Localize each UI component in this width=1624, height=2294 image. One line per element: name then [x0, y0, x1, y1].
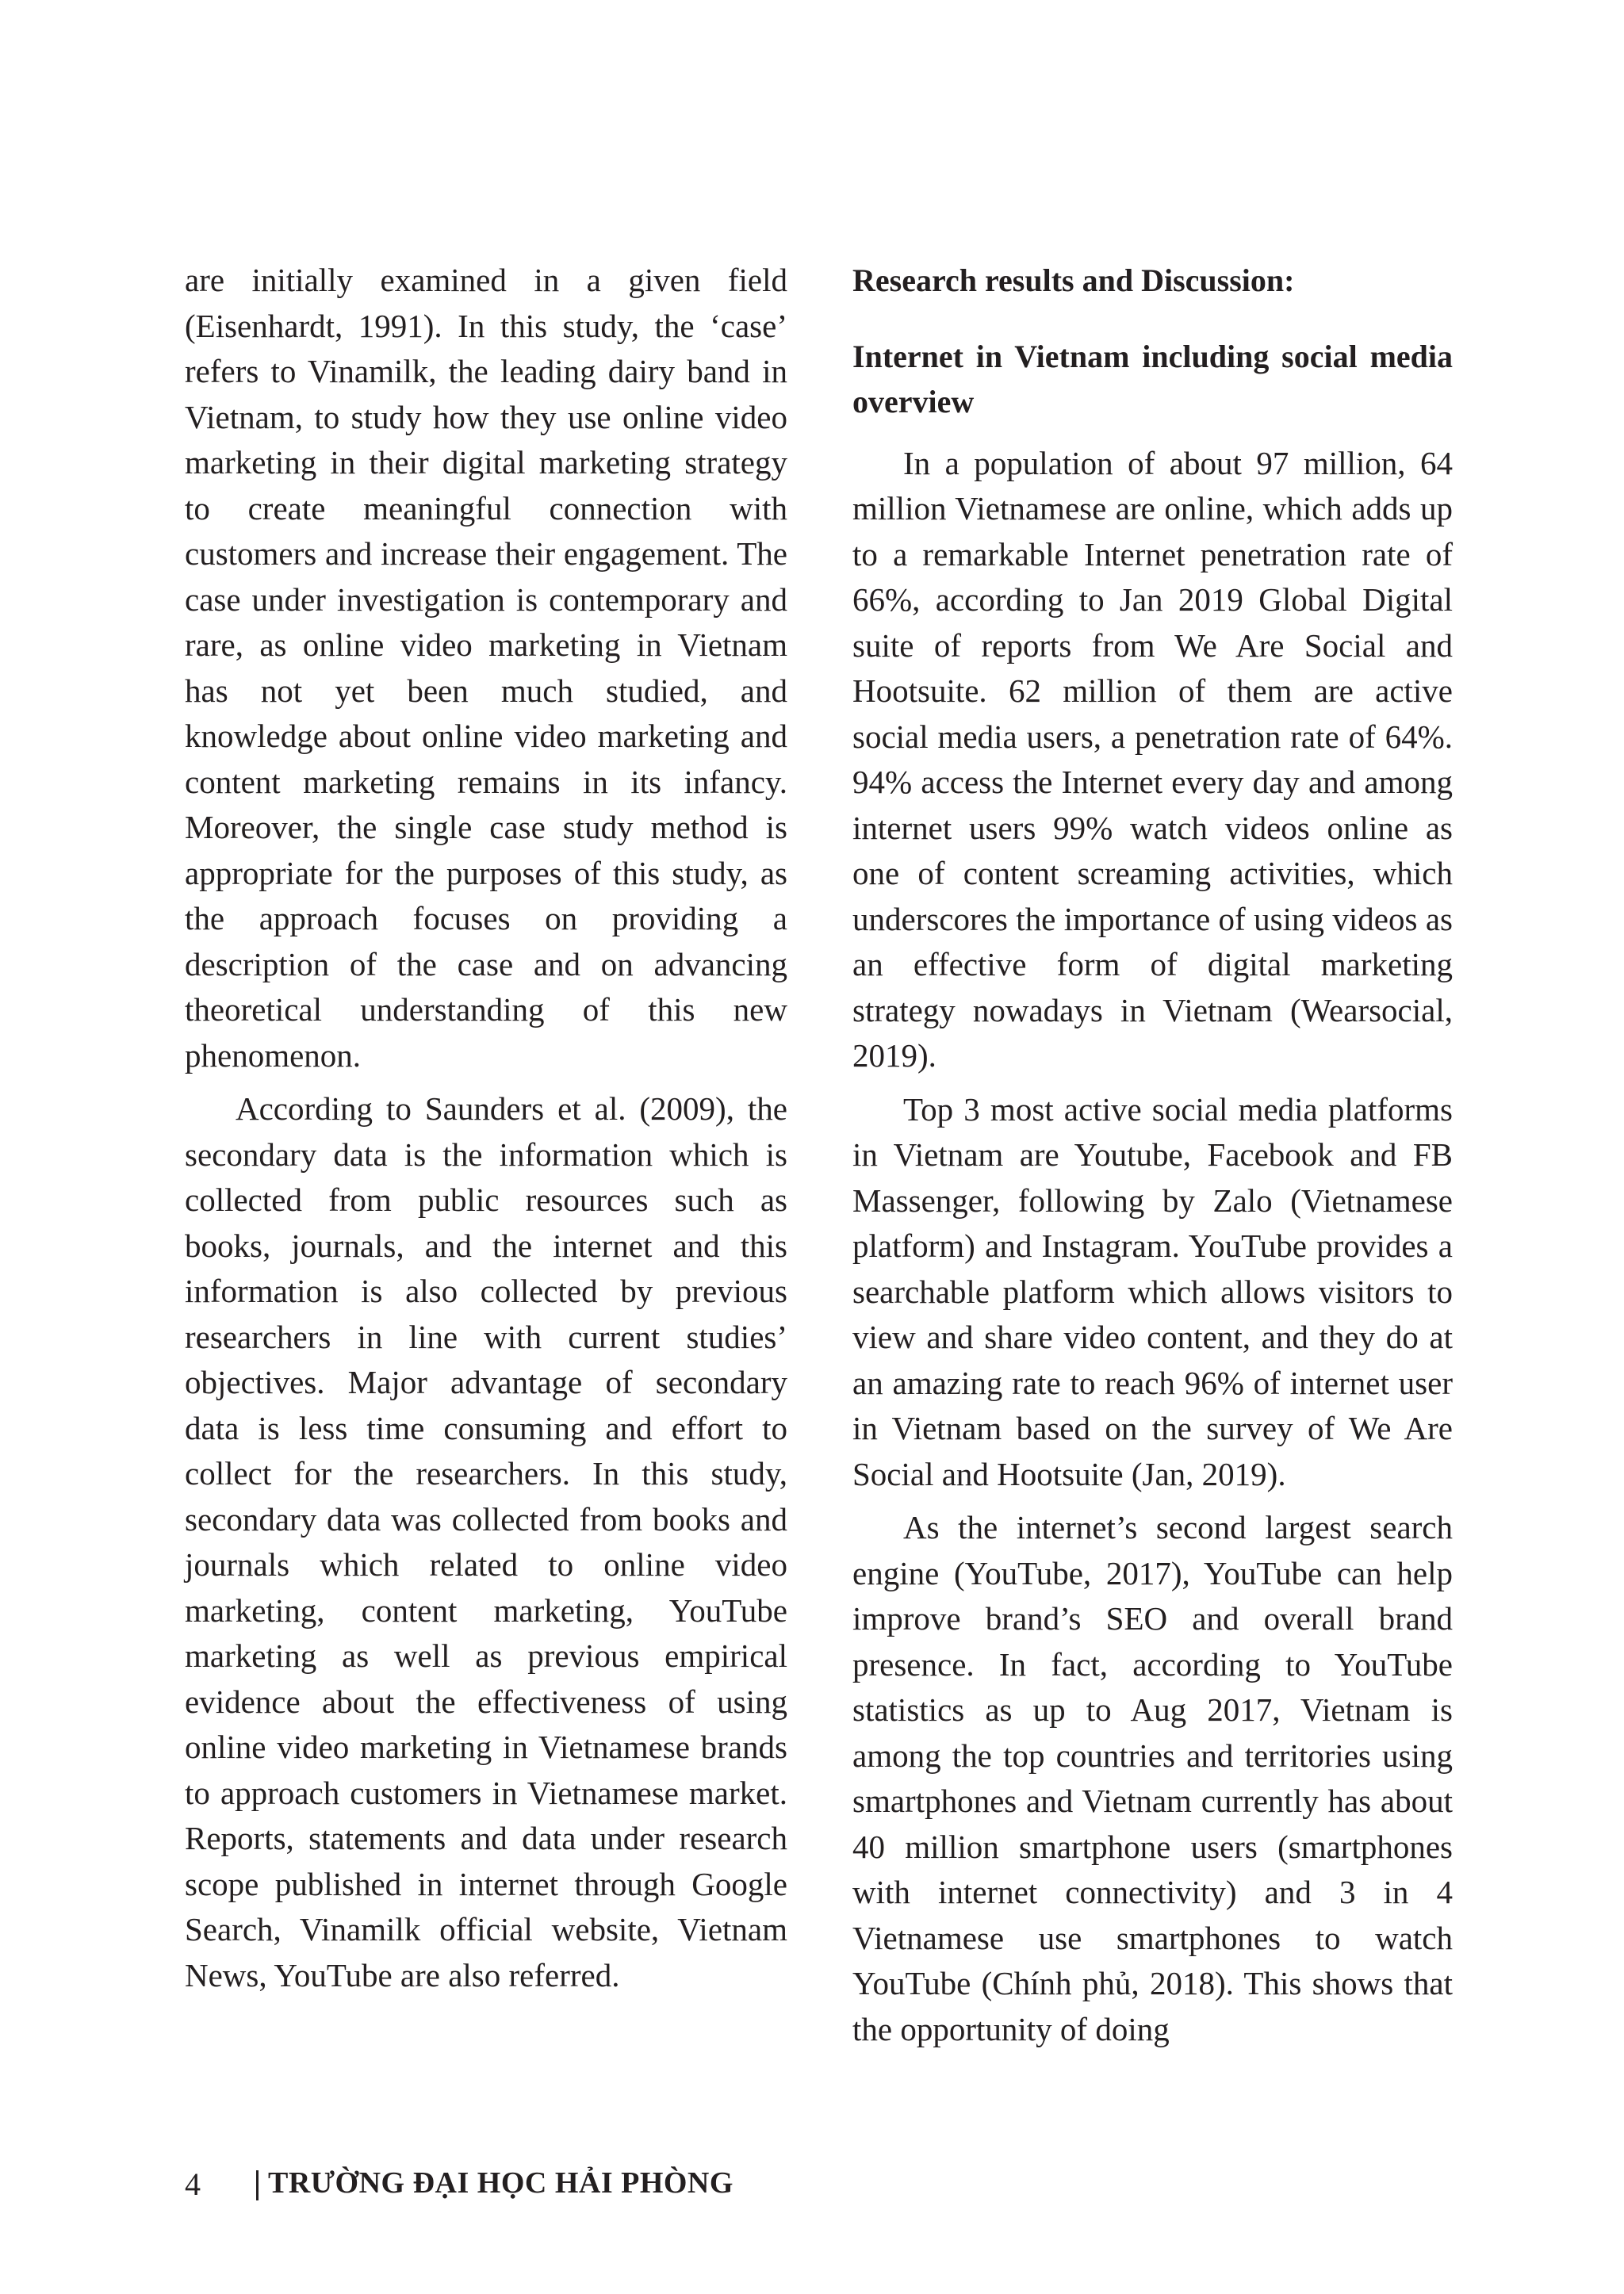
paragraph: Top 3 most active social media platforms in Vietnam are Youtube, Facebook and FB Massenger, following by Zalo (Vietnamese platform) and Instagram. YouTube provides a searchable platform which allows visitors to view and share video content, and they do at an amazing rate to reach 96% of internet user in Vietnam based on the survey of We Are Social and Hootsuite (Jan, 2019). — [852, 1090, 1453, 1492]
paragraph: As the internet’s second largest search engine (YouTube, 2017), YouTube can help improve brand’s SEO and overall brand presence. In fact, according to YouTube statistics as up to Aug 2017, Vietnam is among the top countries and territories using smartphones and Vietnam currently has about 40 million smartphone users (smartphones with internet connectivity) and 3 in 4 Vietnamese use smartphones to watch YouTube (Chính phủ, 2018). This shows that the opportunity of doing — [852, 1509, 1453, 2047]
paragraph: According to Saunders et al. (2009), the secondary data is the information which is collected from public resources such as books, journals, and the internet and this information is also collected by previous researchers in line with current studies’ objectives. Major advantage of secondary data is less time consuming and effort to collect for the researchers. In this study, secondary data was collected from books and journals which related to online video marketing, content marketing, YouTube marketing as well as previous empirical evidence about the effectiveness of using online video marketing in Vietnamese brands to approach customers in Vietnamese market. Reports, statements and data under research scope published in internet through Google Search, Vinamilk official website, Vietnam News, YouTube are also referred. — [185, 1090, 787, 1993]
paragraph: are initially examined in a given field (Eisenhardt, 1991). In this study, the ‘case’ refers to Vinamilk, the leading dairy band in Vietnam, to study how they use online video marketing in their digital marketing strategy to create meaningful connection with customers and increase their engagement. The case under investigation is contemporary and rare, as online video marketing in Vietnam has not yet been much studied, and knowledge about online video marketing and content marketing remains in its infancy. Moreover, the single case study method is appropriate for the purposes of this study, as the approach focuses on providing a description of the case and on advancing theoretical understanding of this new phenomenon. — [185, 262, 787, 1074]
publisher-name: TRƯỜNG ĐẠI HỌC HẢI PHÒNG — [268, 2166, 733, 2200]
left-column — [185, 258, 787, 1998]
paragraph: In a population of about 97 million, 64 million Vietnamese are online, which adds up to a remarkable Internet penetration rate of 66%, according to Jan 2019 Global Digital suite of reports from We Are Social and Hootsuite. 62 million of them are active social media users, a penetration rate of 64%. 94% access the Internet every day and among internet users 99% watch videos online as one of content screaming activities, which underscores the importance of using videos as an effective form of digital marketing strategy nowadays in Vietnam (Wearsocial, 2019). — [852, 444, 1453, 1074]
subsection-heading: Internet in Vietnam including social media overview — [852, 338, 1453, 419]
right-column — [852, 258, 1453, 2052]
page-number: 4 — [185, 2166, 201, 2202]
section-heading: Research results and Discussion: — [852, 262, 1295, 298]
footer-divider — [256, 2170, 259, 2200]
